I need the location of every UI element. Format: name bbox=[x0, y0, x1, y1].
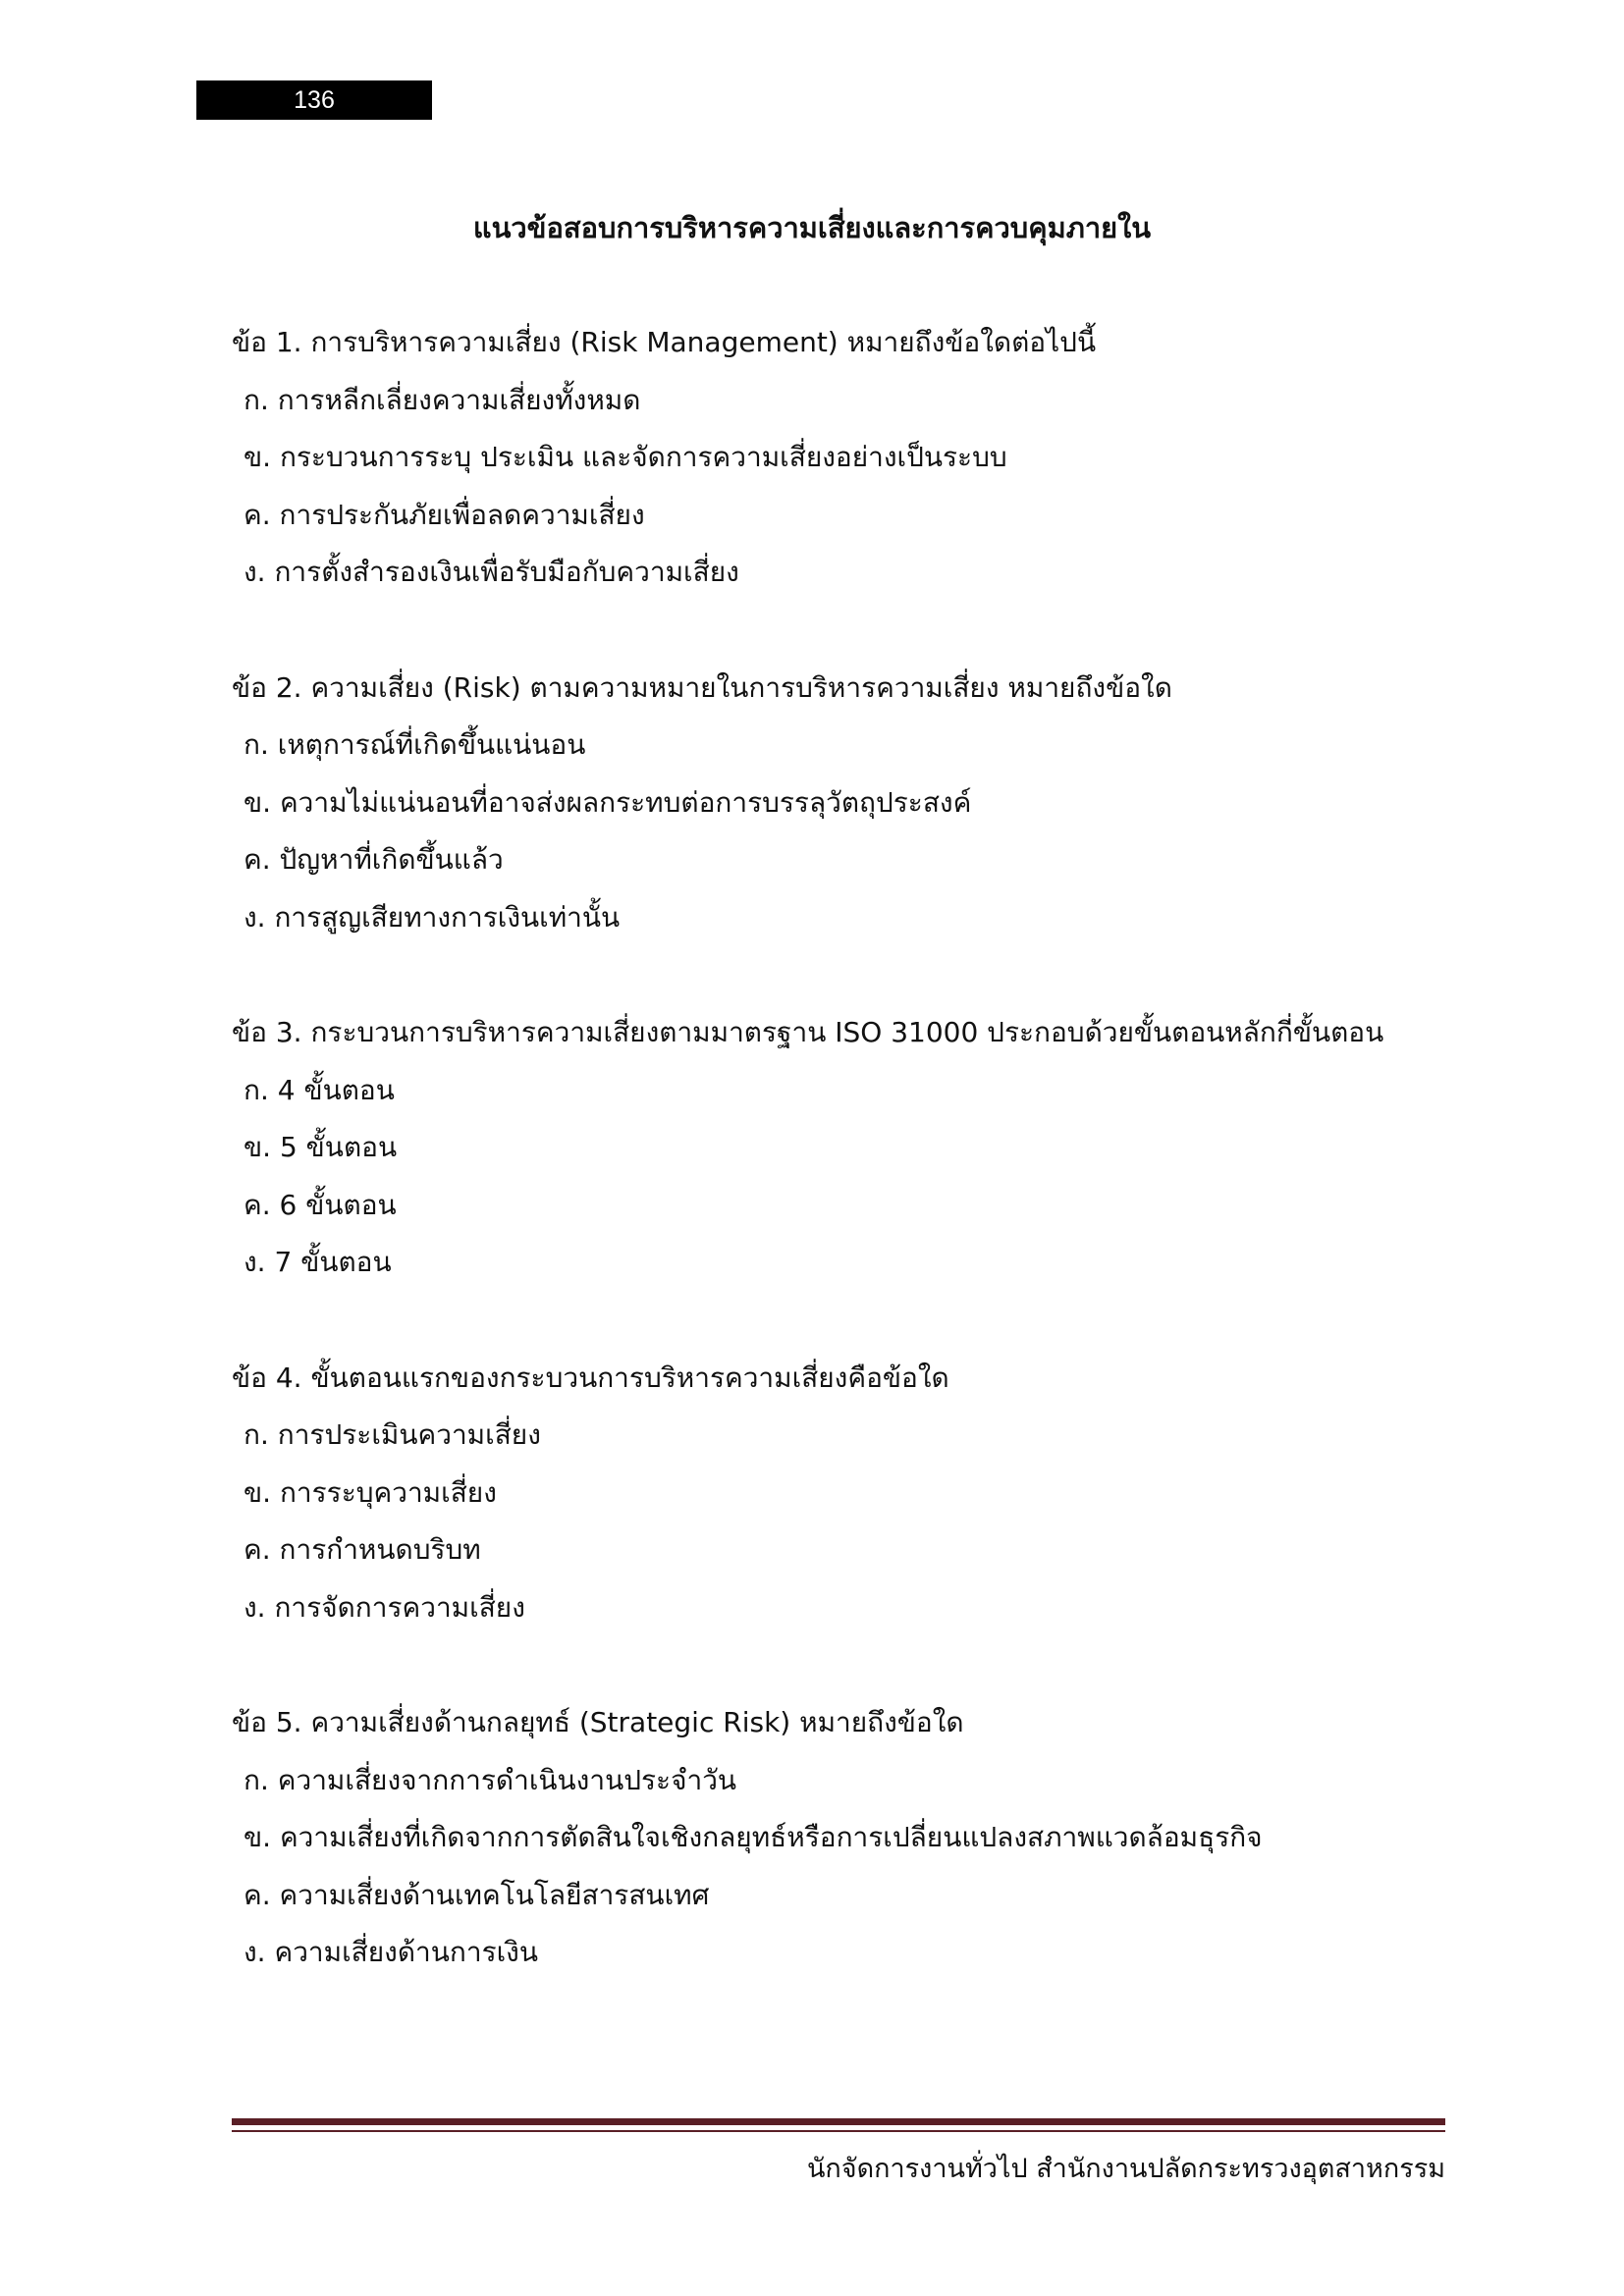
question-list bbox=[232, 314, 1459, 2040]
question-text: ข้อ 1. การบริหารความเสี่ยง (Risk Management) หมายถึงข้อใดต่อไปนี้ bbox=[232, 326, 1097, 358]
question-3 bbox=[232, 1004, 1459, 1292]
question-4 bbox=[232, 1350, 1459, 1637]
choice-a: ก. ความเสี่ยงจากการดำเนินงานประจำวัน bbox=[244, 1763, 737, 1796]
choice-b: ข. กระบวนการระบุ ประเมิน และจัดการความเสี่ยงอย่างเป็นระบบ bbox=[244, 441, 1007, 473]
question-5 bbox=[232, 1694, 1459, 1982]
question-text: ข้อ 2. ความเสี่ยง (Risk) ตามความหมายในการบริหารความเสี่ยง หมายถึงข้อใด bbox=[232, 670, 1172, 704]
choice-b: ข. ความเสี่ยงที่เกิดจากการตัดสินใจเชิงกลยุทธ์หรือการเปลี่ยนแปลงสภาพแวดล้อมธุรกิจ bbox=[244, 1821, 1263, 1853]
footer-organization: นักจัดการงานทั่วไป สำนักงานปลัดกระทรวงอุตสาหกรรม bbox=[806, 2154, 1445, 2184]
footer-divider-thin bbox=[232, 2130, 1445, 2132]
question-1 bbox=[232, 314, 1459, 602]
choice-c: ค. ปัญหาที่เกิดขึ้นแล้ว bbox=[244, 843, 504, 876]
question-text: ข้อ 3. กระบวนการบริหารความเสี่ยงตามมาตรฐาน ISO 31000 ประกอบด้วยขั้นตอนหลักกี่ขั้นตอน bbox=[232, 1016, 1384, 1048]
question-text: ข้อ 4. ขั้นตอนแรกของกระบวนการบริหารความเสี่ยงคือข้อใด bbox=[232, 1361, 949, 1394]
footer-divider-thick bbox=[232, 2118, 1445, 2125]
choice-c: ค. การประกันภัยเพื่อลดความเสี่ยง bbox=[244, 498, 645, 531]
choice-a: ก. การประเมินความเสี่ยง bbox=[244, 1418, 541, 1451]
choice-d: ง. การตั้งสำรองเงินเพื่อรับมือกับความเสี่ยง bbox=[244, 556, 739, 588]
choice-a: ก. เหตุการณ์ที่เกิดขึ้นแน่นอน bbox=[244, 728, 586, 761]
choice-c: ค. การกำหนดบริบท bbox=[244, 1533, 481, 1566]
choice-a: ก. การหลีกเลี่ยงความเสี่ยงทั้งหมด bbox=[244, 383, 641, 416]
choice-d: ง. ความเสี่ยงด้านการเงิน bbox=[244, 1936, 538, 1968]
choice-c: ค. 6 ขั้นตอน bbox=[244, 1188, 397, 1221]
page-number: 136 bbox=[196, 80, 432, 120]
question-text: ข้อ 5. ความเสี่ยงด้านกลยุทธ์ (Strategic Risk) หมายถึงข้อใด bbox=[232, 1706, 964, 1738]
choice-c: ค. ความเสี่ยงด้านเทคโนโลยีสารสนเทศ bbox=[244, 1878, 710, 1911]
choice-b: ข. 5 ขั้นตอน bbox=[244, 1131, 398, 1163]
question-2 bbox=[232, 660, 1459, 947]
choice-b: ข. การระบุความเสี่ยง bbox=[244, 1475, 497, 1509]
choice-a: ก. 4 ขั้นตอน bbox=[244, 1073, 395, 1106]
choice-d: ง. การสูญเสียทางการเงินเท่านั้น bbox=[244, 900, 621, 934]
choice-b: ข. ความไม่แน่นอนที่อาจส่งผลกระทบต่อการบรรลุวัตถุประสงค์ bbox=[244, 785, 972, 819]
choice-d: ง. 7 ขั้นตอน bbox=[244, 1246, 392, 1278]
document-title: แนวข้อสอบการบริหารความเสี่ยงและการควบคุมภายใน bbox=[472, 211, 1152, 244]
choice-d: ง. การจัดการความเสี่ยง bbox=[244, 1590, 525, 1624]
